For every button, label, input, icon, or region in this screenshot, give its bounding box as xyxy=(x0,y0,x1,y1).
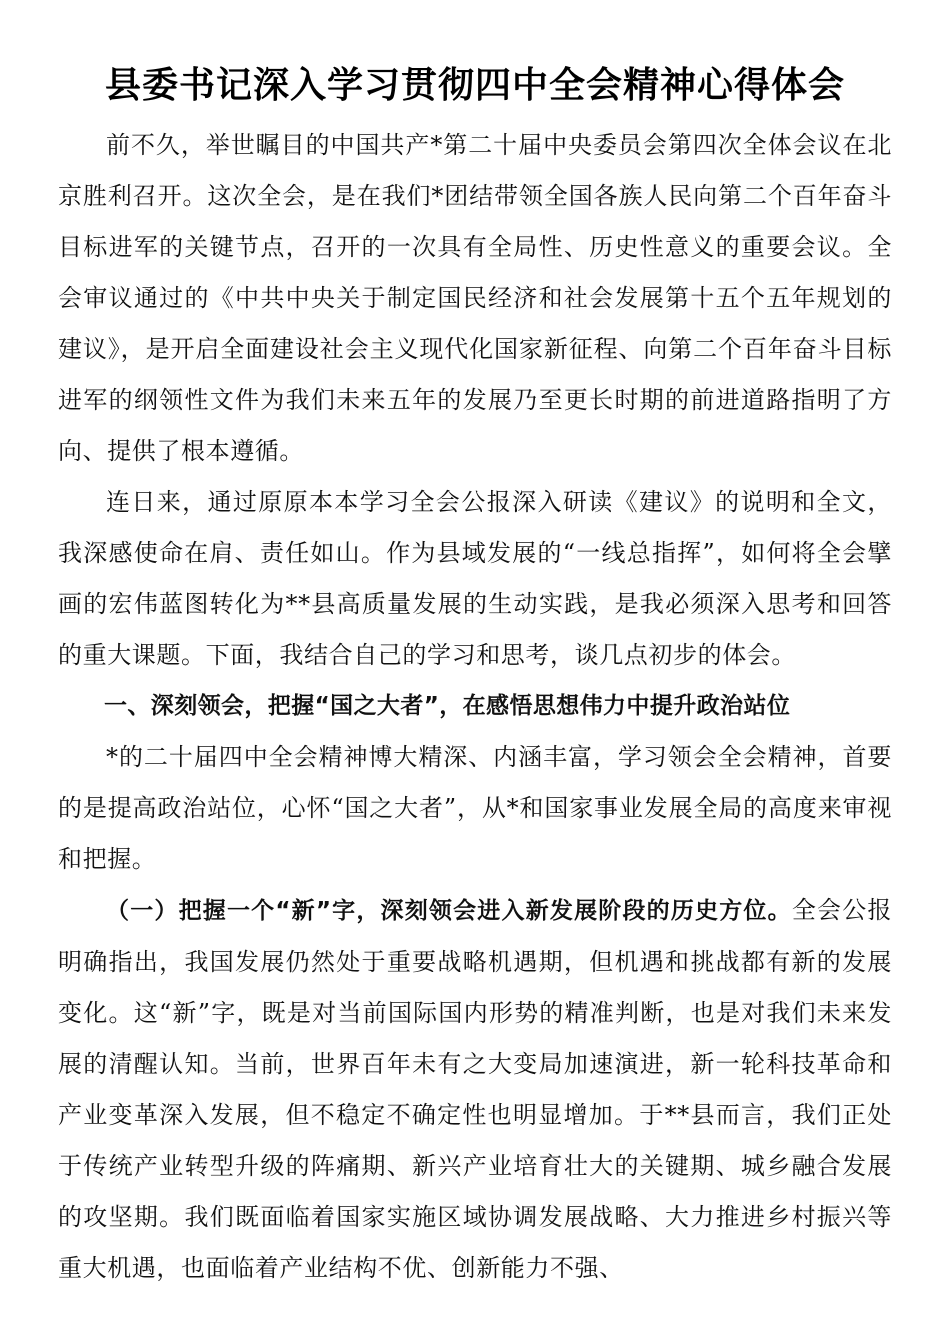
document-title: 县委书记深入学习贯彻四中全会精神心得体会 xyxy=(104,65,845,106)
document-page xyxy=(58,62,892,1294)
paragraph-intro: 前不久，举世瞩目的中国共产*第二十届中央委员会第四次全体会议在北京胜利召开。这次全会，是在我们*团结带领全国各族人民向第二个百年奋斗目标进军的关键节点，召开的一次具有全局性、历史性意义的重要会议。全会审议通过的《中共中央关于制定国民经济和社会发展第十五个五年规划的建议》，是开启全面建设社会主义现代化国家新征程、向第二个百年奋斗目标进军的纲领性文件为我们未来五年的发展乃至更长时期的前进道路指明了方向、提供了根本遵循。 xyxy=(58,131,892,465)
paragraph-section1-intro: *的二十届四中全会精神博大精深、内涵丰富，学习领会全会精神，首要的是提高政治站位，心怀“国之大者”，从*和国家事业发展全局的高度来审视和把握。 xyxy=(58,743,892,873)
section-heading-1: 一、深刻领会，把握“国之大者”，在感悟思想伟力中提升政治站位 xyxy=(104,693,791,719)
paragraph-subsection-1 xyxy=(58,885,892,1294)
paragraph-study: 连日来，通过原原本本学习全会公报深入研读《建议》的说明和全文，我深感使命在肩、责任如山。作为县域发展的“一线总指挥”，如何将全会擘画的宏伟蓝图转化为**县高质量发展的生动实践，是我必须深入思考和回答的重大课题。下面，我结合自己的学习和思考，谈几点初步的体会。 xyxy=(58,488,892,669)
subsection-body: 全会公报明确指出，我国发展仍然处于重要战略机遇期，但机遇和挑战都有新的发展变化。这“新”字，既是对当前国际国内形势的精准判断，也是对我们未来发展的清醒认知。当前，世界百年未有之大变局加速演进，新一轮科技革命和产业变革深入发展，但不稳定不确定性也明显增加。于**县而言，我们正处于传统产业转型升级的阵痛期、新兴产业培育壮大的关键期、城乡融合发展的攻坚期。我们既面临着国家实施区域协调发展战略、大力推进乡村振兴等重大机遇，也面临着产业结构不优、创新能力不强、 xyxy=(58,896,892,1282)
subsection-lead: （一）把握一个“新”字，深刻领会进入新发展阶段的历史方位。 xyxy=(106,898,792,924)
